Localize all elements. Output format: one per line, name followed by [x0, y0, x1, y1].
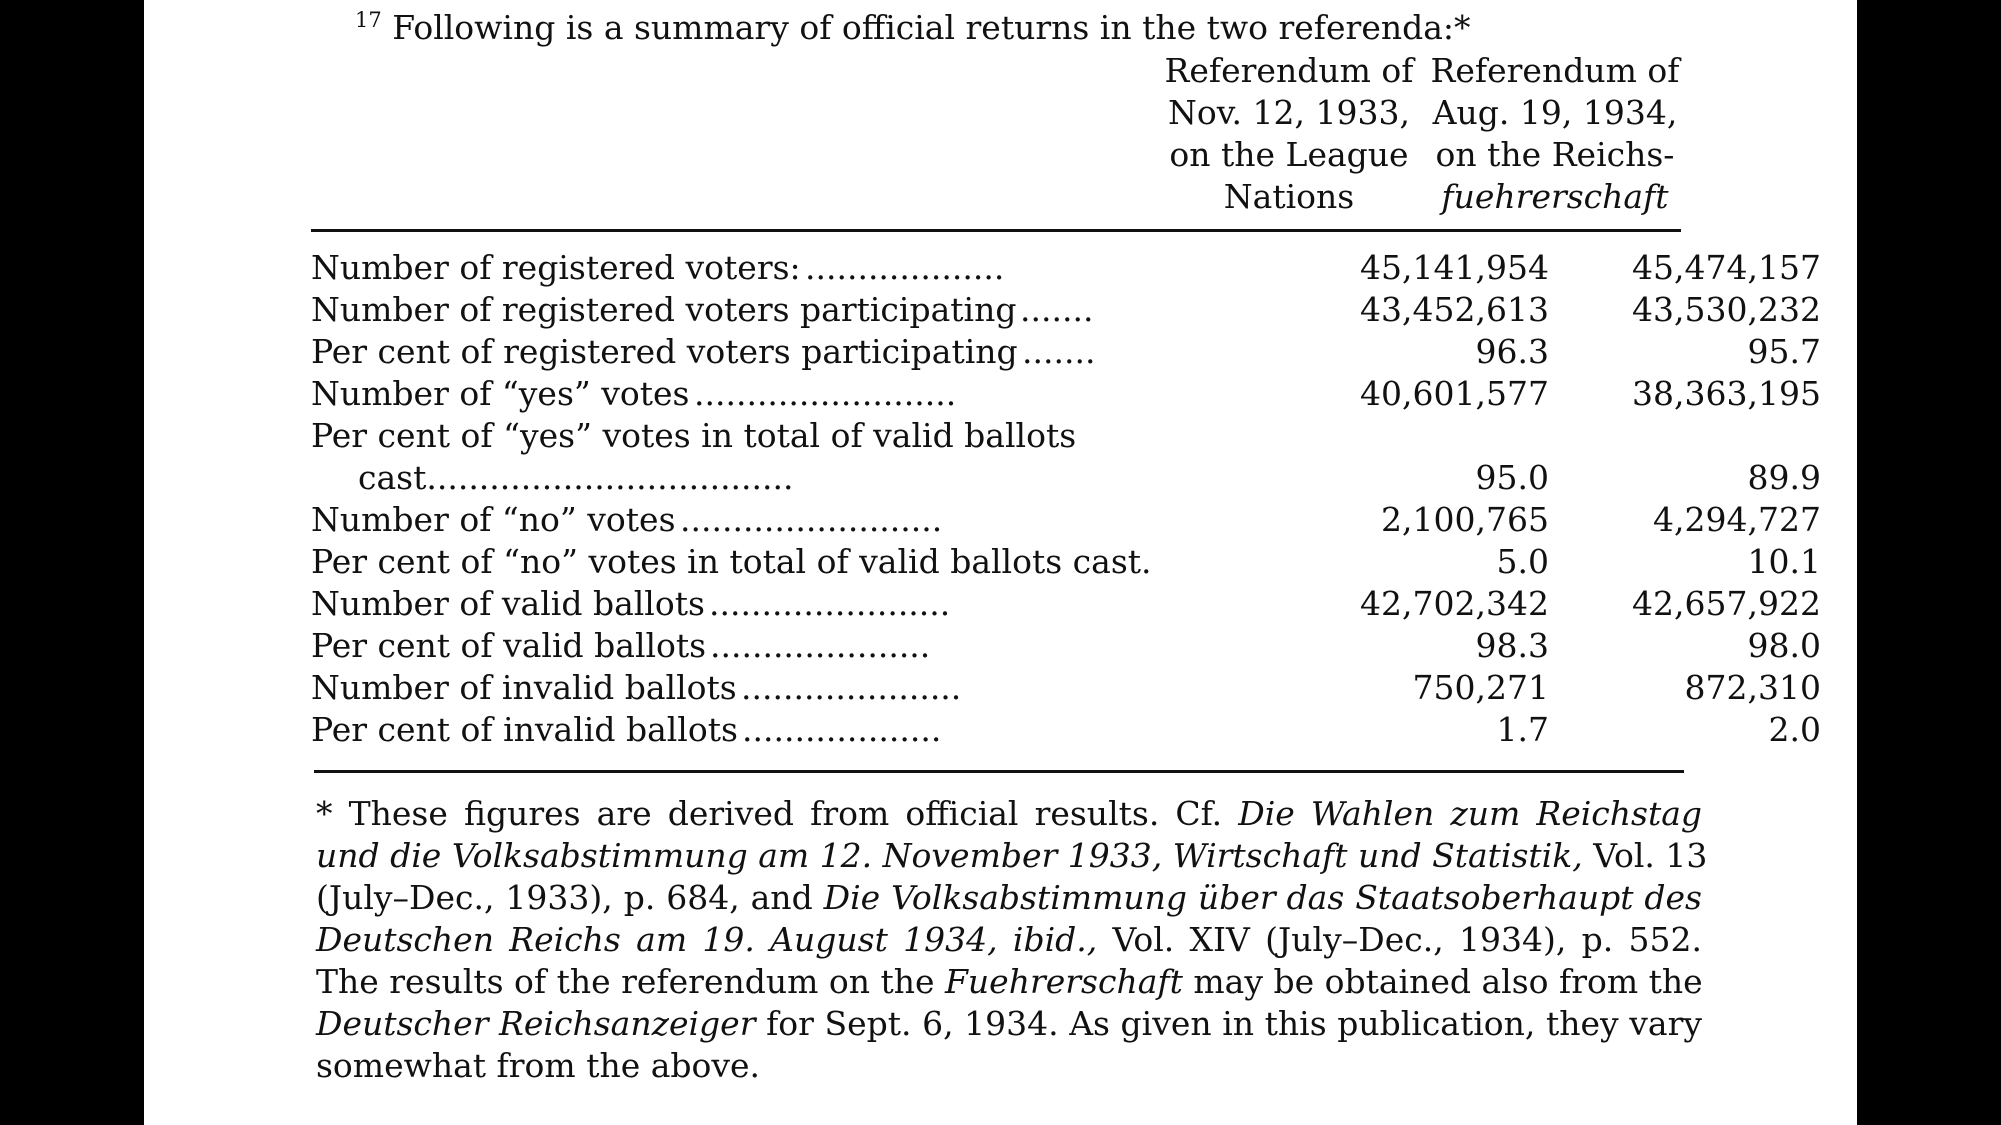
table-row	[311, 415, 1821, 497]
leader-dots: .......	[1022, 332, 1096, 371]
footnote-line	[316, 835, 1708, 877]
value-1933: 45,141,954	[1360, 248, 1549, 287]
row-label: Per cent of registered voters participating	[311, 332, 1018, 371]
table-row	[311, 541, 1821, 583]
column-header-line: on the League	[1169, 135, 1409, 174]
table-row	[311, 373, 1821, 415]
leader-dots: .......	[1020, 290, 1094, 329]
column-header-line: fuehrerschaft	[1441, 177, 1669, 216]
value-1934: 2.0	[1768, 710, 1821, 749]
row-label: Number of “yes” votes	[311, 374, 690, 413]
value-1933: 42,702,342	[1360, 584, 1549, 623]
value-1933: 98.3	[1475, 626, 1549, 665]
intro-text: Following is a summary of official returns in the two referenda:*	[392, 8, 1471, 47]
value-1933: 750,271	[1412, 668, 1549, 707]
value-1933: 43,452,613	[1360, 290, 1549, 329]
value-1934: 98.0	[1747, 626, 1821, 665]
document-page	[144, 0, 1857, 1125]
footnote-line	[316, 793, 1702, 835]
column-header-1933	[1161, 50, 1417, 218]
row-label: Per cent of “yes” votes in total of valid ballots	[311, 416, 1077, 455]
column-header-line: on the Reichs-	[1435, 135, 1675, 174]
row-label-continuation	[358, 457, 794, 499]
leader-dots: ...................................	[426, 458, 794, 497]
footnote-line	[316, 919, 1702, 961]
value-1934: 42,657,922	[1632, 584, 1821, 623]
row-label: Number of registered voters:	[311, 248, 801, 287]
footnote-text: The results of the referendum on the	[316, 962, 946, 1001]
table-row	[311, 289, 1821, 331]
leader-dots: ...................	[742, 710, 942, 749]
footnote-text: may be obtained also from the	[1182, 962, 1703, 1001]
table-bottom-rule	[314, 770, 1684, 773]
footnote-text: somewhat from the above.	[316, 1046, 761, 1085]
footnote-text: * These figures are derived from official results. Cf.	[316, 794, 1239, 833]
value-1933: 96.3	[1475, 332, 1549, 371]
leader-dots: .......................	[709, 584, 951, 623]
value-1934: 45,474,157	[1632, 248, 1821, 287]
table-row	[311, 625, 1821, 667]
footnote-citation-italic: Die Volksabstimmung über das Staatsoberhaupt des	[823, 878, 1702, 917]
table-row	[311, 247, 1821, 289]
column-header-line: Nations	[1223, 177, 1355, 216]
footnote-citation-italic: Deutschen Reichs am 19. August 1934, ibid.,	[316, 920, 1098, 959]
leader-dots: .....................	[710, 626, 931, 665]
value-1933: 95.0	[1475, 458, 1549, 497]
footnote-line	[316, 877, 1702, 919]
column-header-line: Referendum of	[1430, 51, 1680, 90]
value-1934: 43,530,232	[1632, 290, 1821, 329]
row-label: Per cent of valid ballots	[311, 626, 707, 665]
table-row	[311, 331, 1821, 373]
row-label: Per cent of “no” votes in total of valid ballots cast.	[311, 542, 1152, 581]
value-1933: 40,601,577	[1360, 374, 1549, 413]
table-row	[311, 667, 1821, 709]
footnote-text: Vol. 13	[1582, 836, 1708, 875]
table-intro	[355, 8, 1471, 47]
footnote-citation-italic: und die Volksabstimmung am 12. November 1933, Wirtschaft und Statistik,	[316, 836, 1583, 875]
table-row	[311, 709, 1821, 751]
value-1934: 872,310	[1684, 668, 1821, 707]
footnote-line	[316, 1003, 1702, 1045]
value-1933: 1.7	[1496, 710, 1549, 749]
column-header-line: Referendum of	[1164, 51, 1414, 90]
leader-dots: ...................	[805, 248, 1005, 287]
footnote-citation-italic: Die Wahlen zum Reichstag	[1238, 794, 1703, 833]
footnote-text: for Sept. 6, 1934. As given in this publication, they vary	[755, 1004, 1702, 1043]
leader-dots: .....................	[741, 668, 962, 707]
column-header-line: Aug. 19, 1934,	[1432, 93, 1678, 132]
value-1934: 95.7	[1747, 332, 1821, 371]
footnote-line	[316, 961, 1702, 1003]
footnote-text: Vol. XIV (July–Dec., 1934), p. 552.	[1097, 920, 1702, 959]
row-label-continuation-text: cast	[358, 458, 427, 497]
value-1933: 2,100,765	[1381, 500, 1549, 539]
row-label: Number of “no” votes	[311, 500, 676, 539]
table-top-rule	[311, 229, 1681, 232]
footnote-text: (July–Dec., 1933), p. 684, and	[316, 878, 824, 917]
footnote	[316, 793, 1708, 1087]
table-row	[311, 583, 1821, 625]
footnote-citation-italic: Fuehrerschaft	[945, 962, 1183, 1001]
leader-dots: .........................	[680, 500, 943, 539]
footnote-citation-italic: Deutscher Reichsanzeiger	[316, 1004, 756, 1043]
value-1934: 89.9	[1747, 458, 1821, 497]
value-1933: 5.0	[1496, 542, 1549, 581]
row-label: Number of invalid ballots	[311, 668, 737, 707]
row-label: Number of registered voters participating	[311, 290, 1017, 329]
footnote-line	[316, 1045, 1702, 1087]
row-label: Number of valid ballots	[311, 584, 705, 623]
footnote-number: 17	[355, 8, 382, 32]
table-row	[311, 499, 1821, 541]
column-header-1934	[1424, 50, 1686, 218]
leader-dots: .........................	[694, 374, 957, 413]
row-label: Per cent of invalid ballots	[311, 710, 738, 749]
value-1934: 10.1	[1747, 542, 1821, 581]
column-header-line: Nov. 12, 1933,	[1168, 93, 1410, 132]
value-1934: 4,294,727	[1653, 500, 1821, 539]
value-1934: 38,363,195	[1632, 374, 1821, 413]
